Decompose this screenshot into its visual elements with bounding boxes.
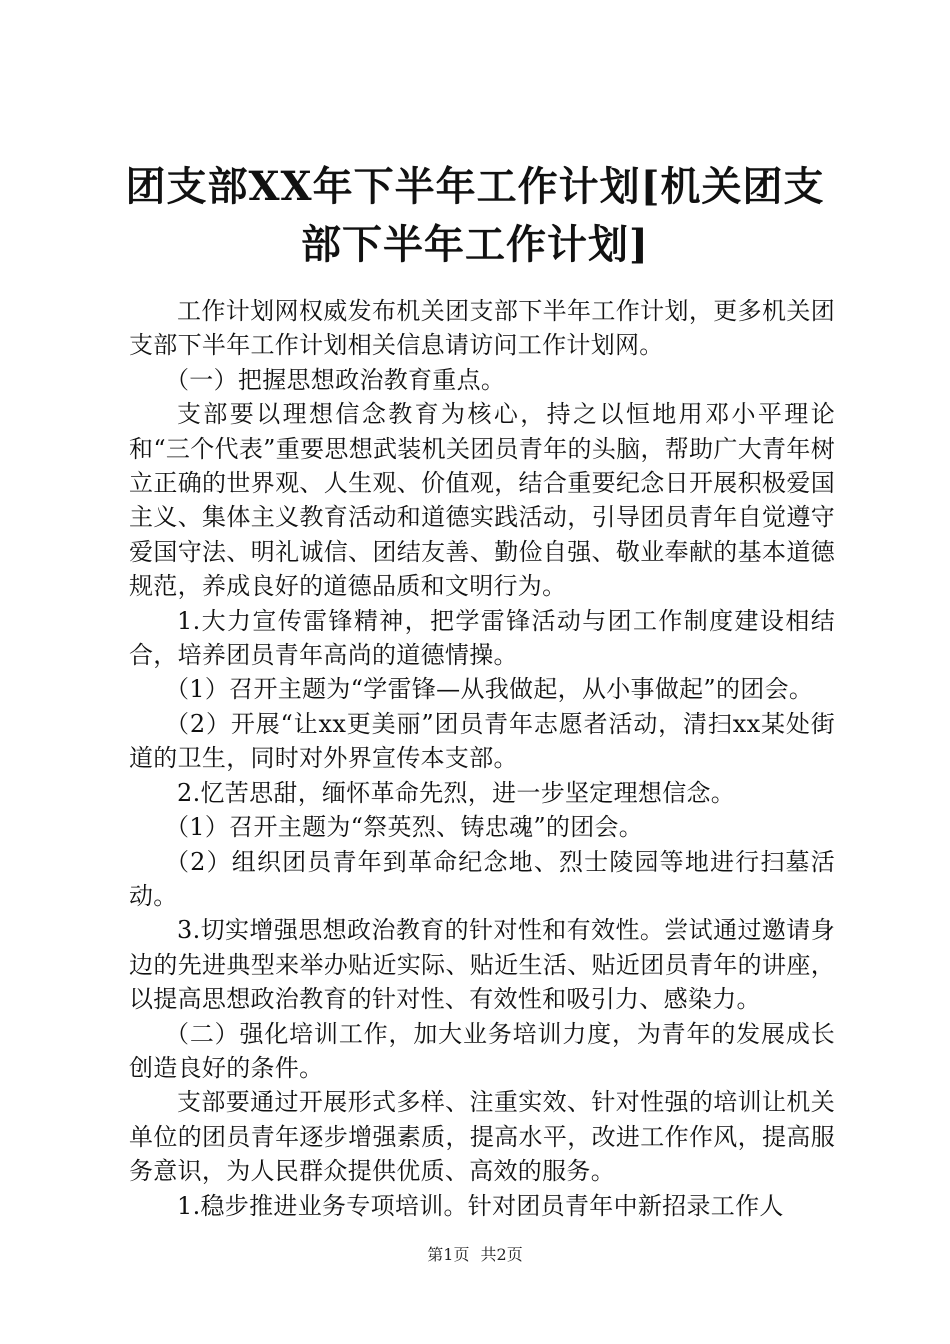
section-heading: （一）把握思想政治教育重点。 xyxy=(165,365,506,394)
list-item: 1.稳步推进业务专项培训。针对团员青年中新招录工作人 xyxy=(177,1191,784,1220)
section-heading: （二）强化培训工作，加大业务培训力度，为青年的发展成长创造良好的条件。 xyxy=(129,1019,835,1082)
sub-list-item: （1）召开主题为“祭英烈、铸忠魂”的团会。 xyxy=(165,813,644,842)
page-number: 第1页 xyxy=(427,1245,470,1264)
page-total: 共2页 xyxy=(480,1245,523,1264)
paragraph: 支部要通过开展形式多样、注重实效、针对性强的培训让机关单位的团员青年逐步增强素质，提高水平，改进工作作风，提高服务意识，为人民群众提供优质、高效的服务。 xyxy=(129,1088,835,1186)
sub-list-item: （2）组织团员青年到革命纪念地、烈士陵园等地进行扫墓活动。 xyxy=(129,847,835,910)
paragraph: 工作计划网权威发布机关团支部下半年工作计划，更多机关团支部下半年工作计划相关信息请访问工作计划网。 xyxy=(129,297,835,360)
list-item: 2.忆苦思甜，缅怀革命先烈，进一步坚定理想信念。 xyxy=(177,778,736,807)
sub-list-item: （1）召开主题为“学雷锋—从我做起，从小事做起”的团会。 xyxy=(165,675,814,704)
list-item: 3.切实增强思想政治教育的针对性和有效性。尝试通过邀请身边的先进典型来举办贴近实际、贴近生活、贴近团员青年的讲座，以提高思想政治教育的针对性、有效性和吸引力、感染力。 xyxy=(129,916,835,1014)
paragraph: 支部要以理想信念教育为核心，持之以恒地用邓小平理论和“三个代表”重要思想武装机关团员青年的头脑，帮助广大青年树立正确的世界观、人生观、价值观，结合重要纪念日开展积极爱国主义、集体主义教育活动和道德实践活动，引导团员青年自觉遵守爱国守法、明礼诚信、团结友善、勤俭自强、敬业奉献的基本道德规范，养成良好的道德品质和文明行为。 xyxy=(129,400,835,601)
document-body xyxy=(129,294,835,1223)
list-item: 1.大力宣传雷锋精神，把学雷锋活动与团工作制度建设相结合，培养团员青年高尚的道德情操。 xyxy=(129,606,835,670)
sub-list-item: （2）开展“让xx更美丽”团员青年志愿者活动，清扫xx某处街道的卫生，同时对外界宣传本支部。 xyxy=(129,709,835,773)
document-title: 团支部XX年下半年工作计划[机关团支部下半年工作计划] xyxy=(125,163,825,268)
page-footer xyxy=(0,1244,950,1266)
